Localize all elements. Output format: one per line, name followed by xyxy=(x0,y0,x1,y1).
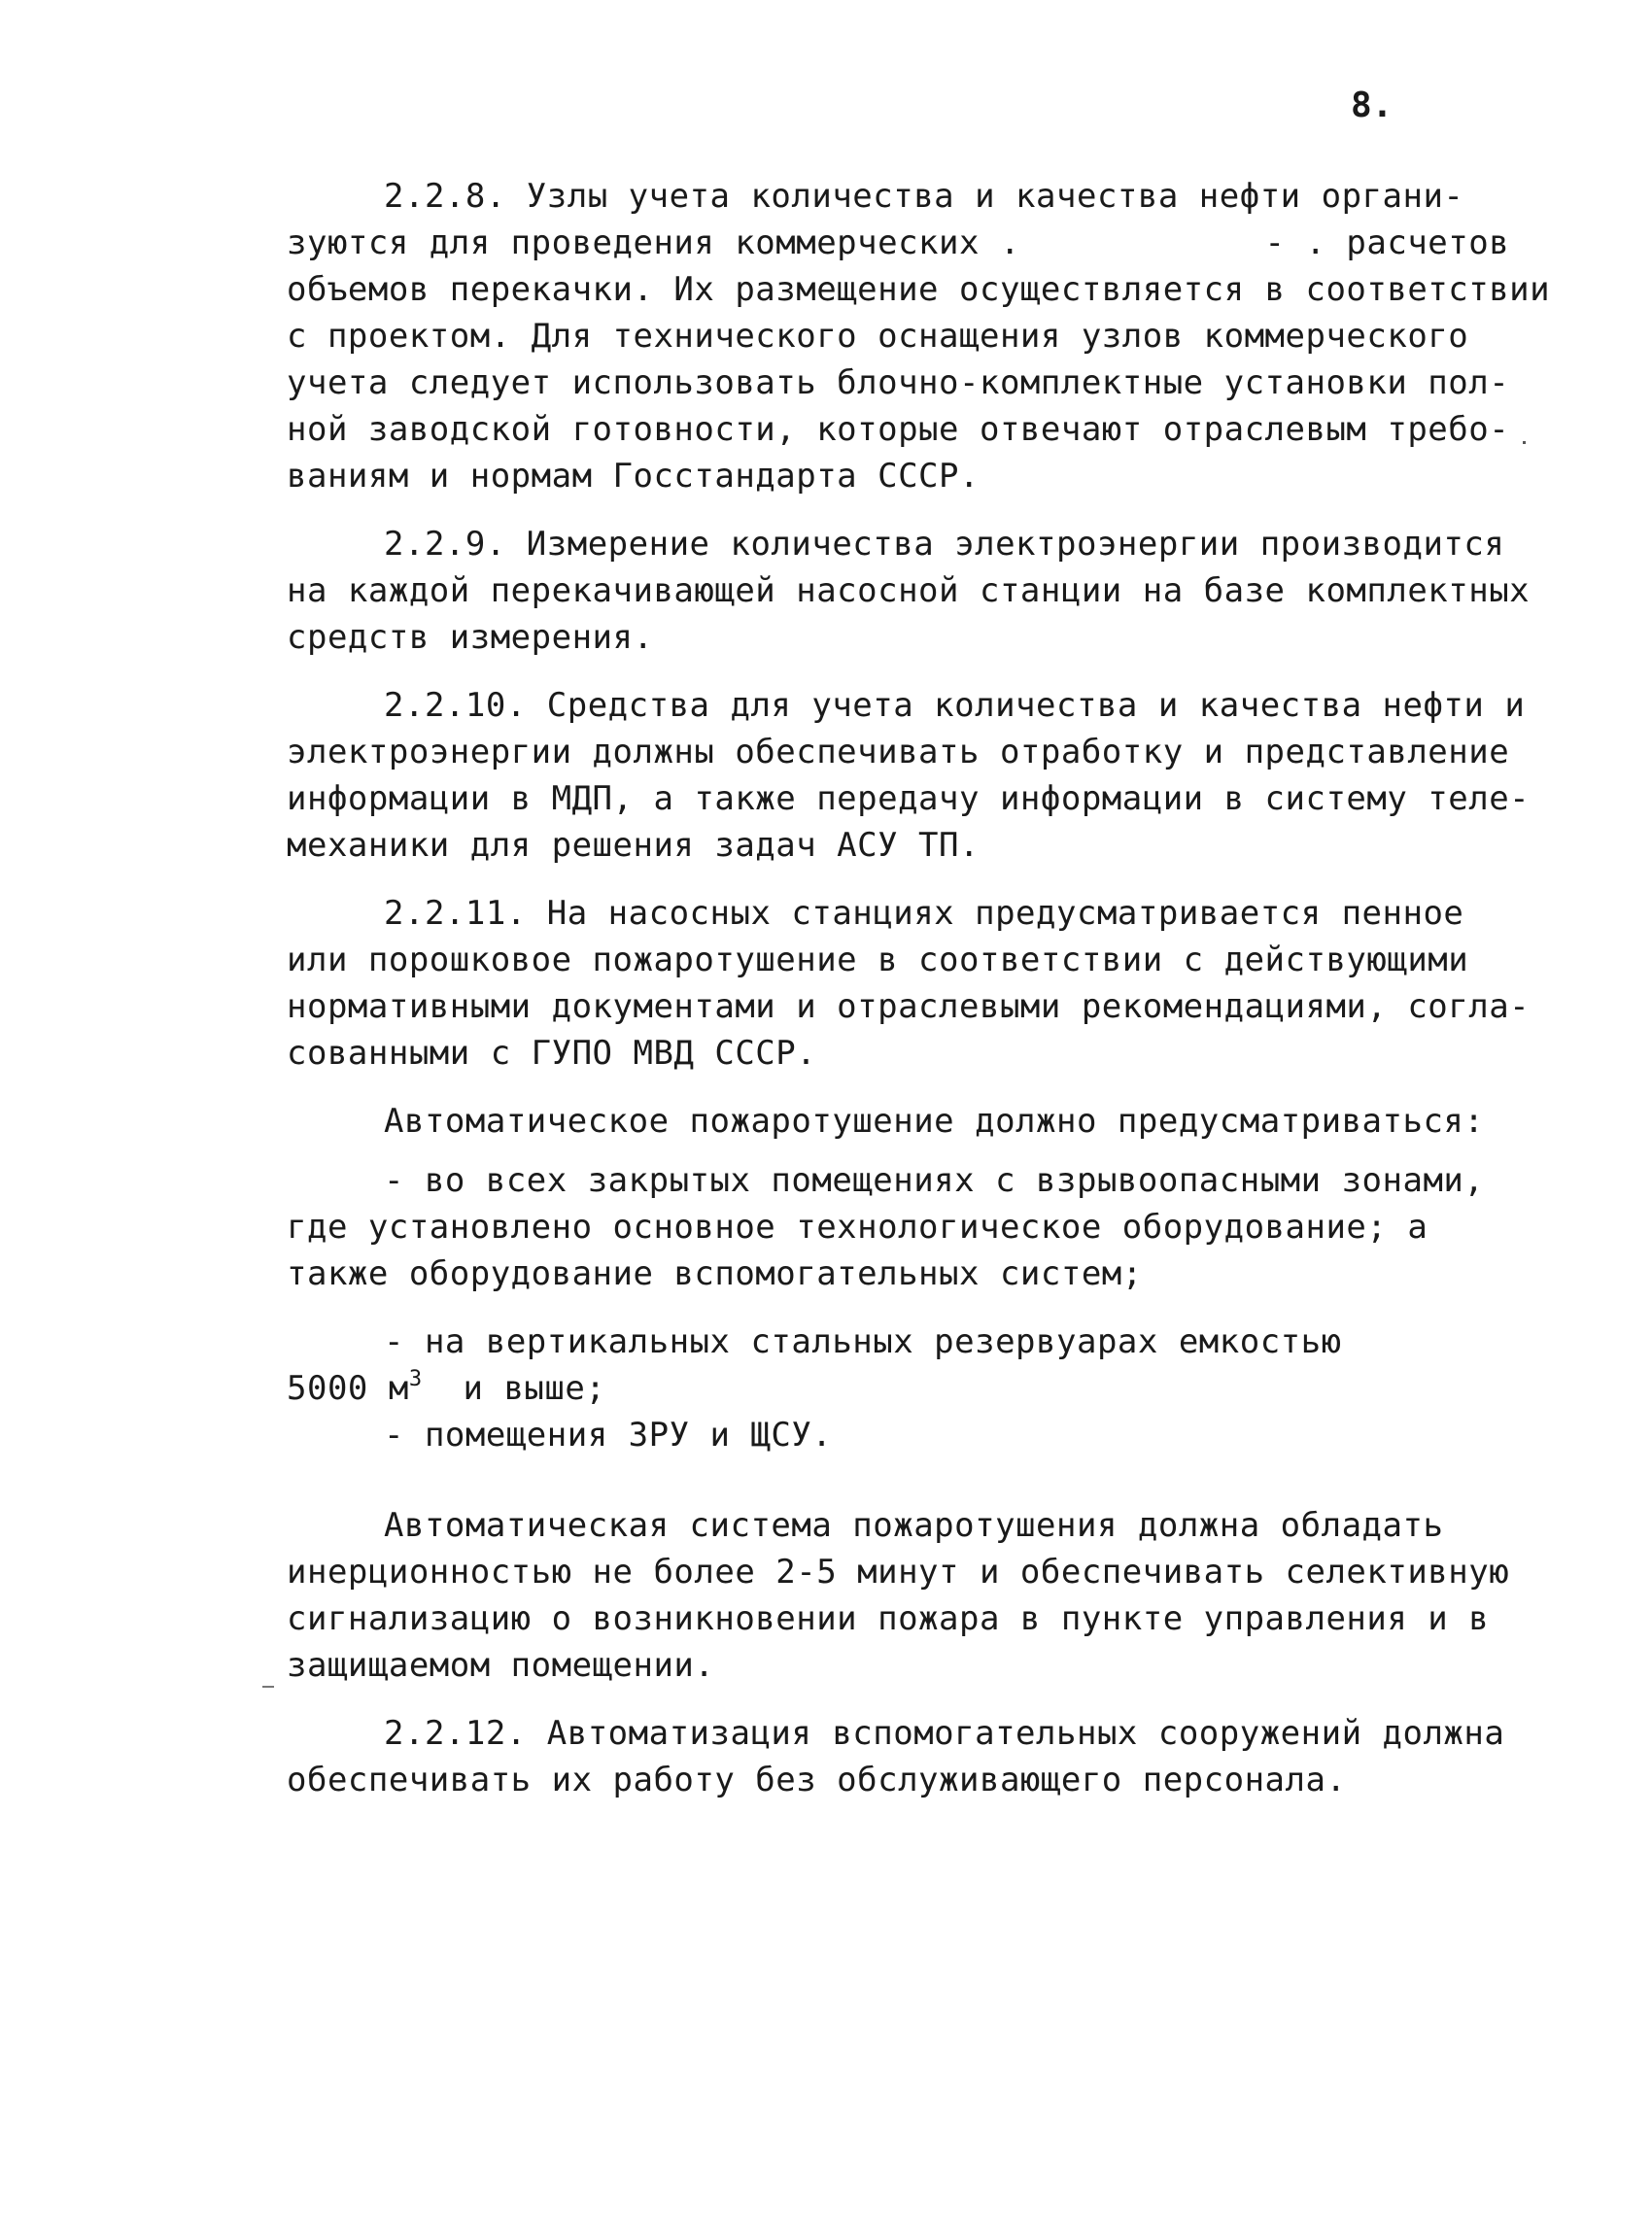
text-line xyxy=(287,1365,1501,1412)
text-line: инерционностью не более 2-5 минут и обеспечивать селективную xyxy=(287,1553,1510,1592)
superscript: 3 xyxy=(408,1367,423,1391)
text-line: объемов перекачки. Их размещение осуществляется в соответствии xyxy=(287,270,1551,309)
text-line: учета следует использовать блочно-комплектные установки пол- xyxy=(287,363,1510,402)
text-line: информации в МДП, а также передачу информации в систему теле- xyxy=(287,779,1531,818)
paragraph-2-2-11 xyxy=(287,890,1531,1077)
volume-value: 5000 м xyxy=(287,1369,409,1408)
paragraph-bullet-3 xyxy=(287,1412,1501,1458)
paragraph-2-2-8 xyxy=(287,173,1551,499)
text-line: или порошковое пожаротушение в соответствии с действующими xyxy=(287,941,1469,979)
text-line: 2.2.10. Средства для учета количества и качества нефти и xyxy=(384,686,1526,725)
text-line: механики для решения задач АСУ ТП. xyxy=(287,826,980,865)
paragraph-auto-intro xyxy=(287,1098,1501,1145)
text-line: где установлено основное технологическое оборудование; а xyxy=(287,1208,1428,1247)
stray-mark xyxy=(1523,441,1526,444)
text-line: сованными с ГУПО МВД СССР. xyxy=(287,1034,817,1073)
text-line: защищаемом помещении. xyxy=(287,1646,715,1685)
page-number: 8. xyxy=(1351,86,1394,125)
text-fragment: и выше; xyxy=(422,1369,606,1408)
text-line: на каждой перекачивающей насосной станции на базе комплектных xyxy=(287,571,1531,610)
text-line: ваниям и нормам Госстандарта СССР. xyxy=(287,457,980,496)
paragraph-2-2-9 xyxy=(287,521,1531,661)
text-line: электроэнергии должны обеспечивать отработку и представление xyxy=(287,733,1510,771)
text-line: нормативными документами и отраслевыми рекомендациями, согла- xyxy=(287,987,1531,1026)
document-body xyxy=(287,173,1551,1803)
text-line: - во всех закрытых помещениях с взрывоопасными зонами, xyxy=(384,1161,1485,1200)
text-line: 2.2.8. Узлы учета количества и качества нефти органи- xyxy=(384,177,1464,216)
text-line: с проектом. Для технического оснащения узлов коммерческого xyxy=(287,317,1469,356)
text-line: также оборудование вспомогательных систем; xyxy=(287,1254,1143,1293)
paragraph-bullet-1 xyxy=(287,1157,1501,1297)
text-line: Автоматическое пожаротушение должно предусматриваться: xyxy=(384,1102,1485,1141)
text-line: ной заводской готовности, которые отвечают отраслевым требо- xyxy=(287,410,1510,449)
paragraph-2-2-12 xyxy=(287,1710,1505,1803)
paragraph-bullet-2 xyxy=(287,1318,1501,1412)
text-line: 2.2.12. Автоматизация вспомогательных сооружений должна xyxy=(384,1714,1505,1753)
text-line: зуются для проведения коммерческих . - . расчетов xyxy=(287,223,1510,262)
text-line: обеспечивать их работу без обслуживающего персонала. xyxy=(287,1761,1347,1799)
text-line: - на вертикальных стальных резервуарах емкостью xyxy=(384,1322,1342,1361)
text-line: 2.2.11. На насосных станциях предусматривается пенное xyxy=(384,894,1464,933)
text-line: 2.2.9. Измерение количества электроэнергии производится xyxy=(384,525,1505,564)
paragraph-auto-system xyxy=(287,1502,1510,1689)
text-line: средств измерения. xyxy=(287,618,654,657)
paragraph-2-2-10 xyxy=(287,682,1531,869)
text-line: сигнализацию о возникновении пожара в пункте управления и в xyxy=(287,1599,1490,1638)
text-line: - помещения ЗРУ и ЩСУ. xyxy=(384,1416,833,1455)
stray-mark xyxy=(262,1686,274,1688)
text-line: Автоматическая система пожаротушения должна обладать xyxy=(384,1506,1444,1545)
